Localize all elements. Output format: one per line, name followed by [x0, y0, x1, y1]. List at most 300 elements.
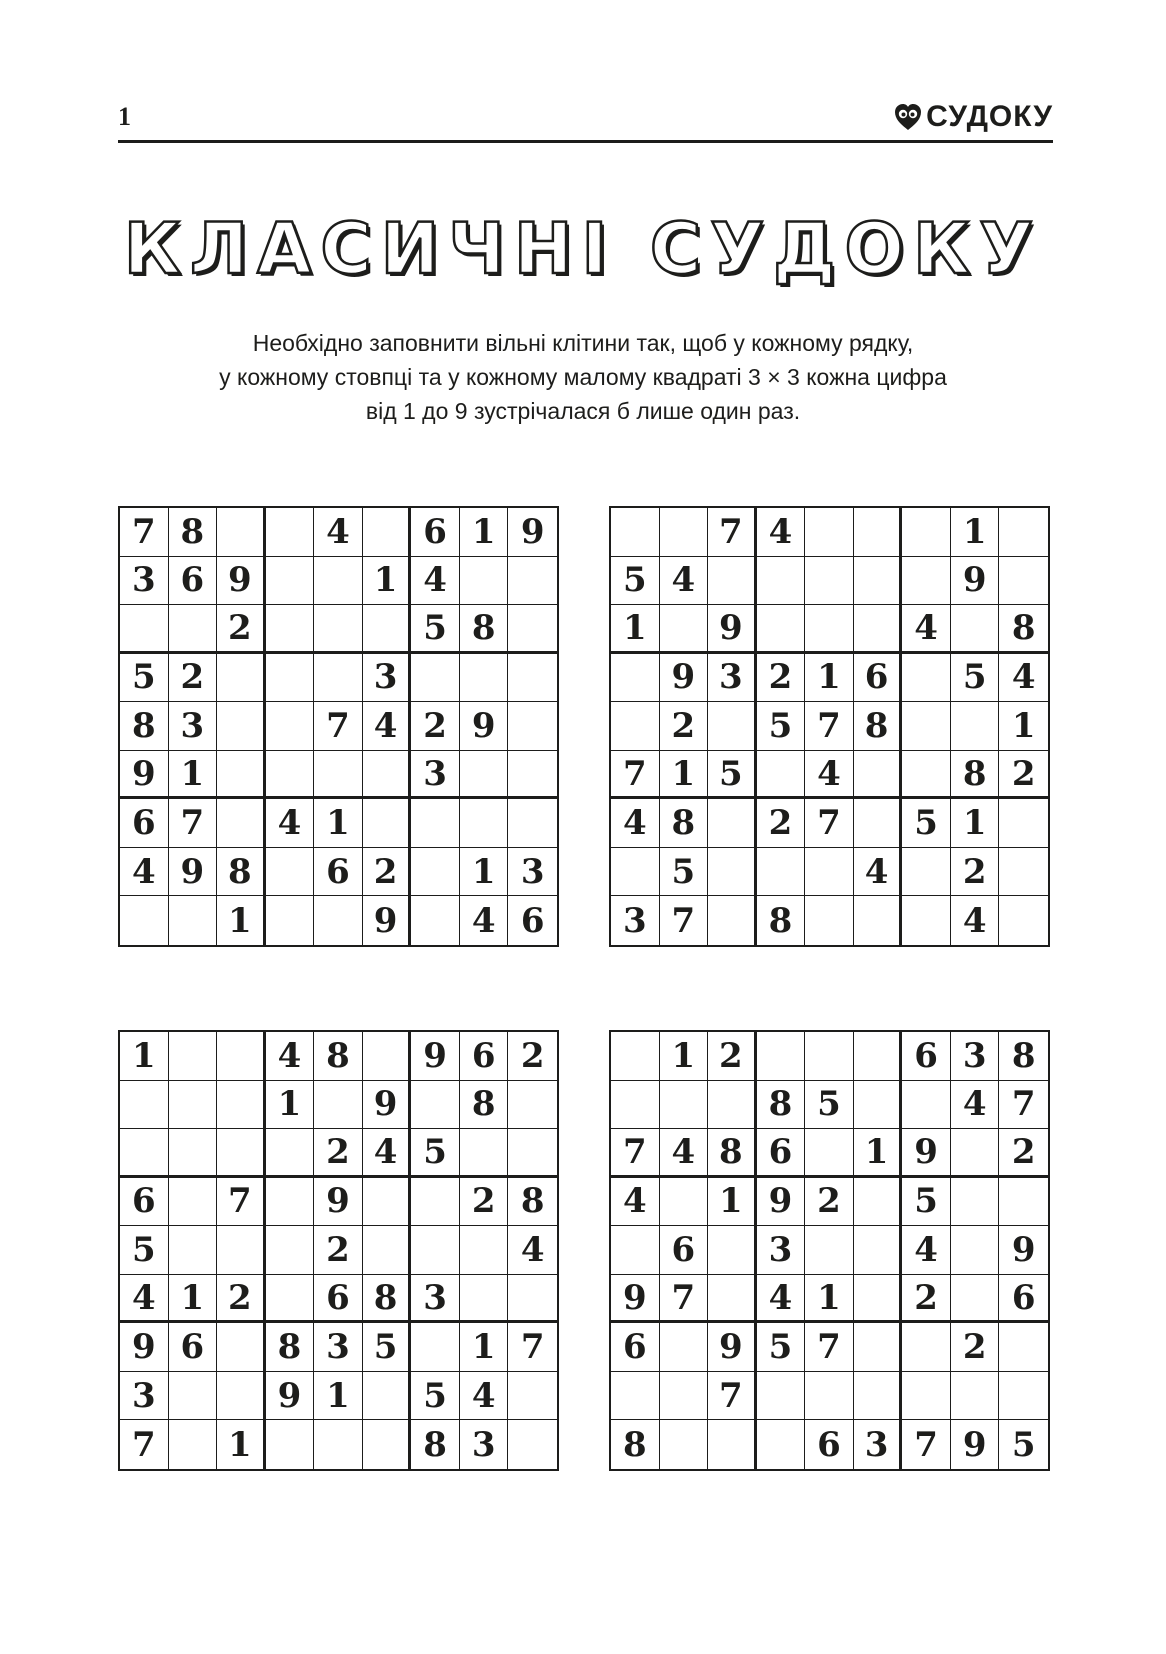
sudoku-cell: [854, 605, 903, 654]
sudoku-cell: [460, 751, 509, 800]
sudoku-cell: 4: [951, 896, 1000, 945]
sudoku-cell: [854, 1032, 903, 1081]
sudoku-cell: 1: [660, 1032, 709, 1081]
sudoku-cell: [266, 1420, 315, 1469]
sudoku-cell: [902, 896, 951, 945]
sudoku-cell: [951, 702, 1000, 751]
sudoku-cell: 4: [660, 1129, 709, 1178]
heart-owl-icon: [893, 103, 923, 131]
sudoku-cell: [611, 1372, 660, 1421]
sudoku-cell: [266, 896, 315, 945]
sudoku-cell: [854, 751, 903, 800]
sudoku-cell: 9: [951, 1420, 1000, 1469]
sudoku-cell: [951, 1275, 1000, 1324]
sudoku-cell: 9: [120, 1323, 169, 1372]
sudoku-cell: [314, 557, 363, 606]
sudoku-cell: [854, 1081, 903, 1130]
sudoku-cell: [363, 799, 412, 848]
sudoku-cell: 8: [660, 799, 709, 848]
sudoku-cell: [951, 1226, 1000, 1275]
sudoku-cell: 3: [854, 1420, 903, 1469]
sudoku-cell: 8: [999, 1032, 1048, 1081]
sudoku-cell: 8: [266, 1323, 315, 1372]
sudoku-cell: [266, 1275, 315, 1324]
sudoku-cell: [120, 1081, 169, 1130]
sudoku-cell: [266, 1178, 315, 1227]
sudoku-cell: 2: [805, 1178, 854, 1227]
sudoku-cell: [508, 799, 557, 848]
sudoku-cell: [660, 1081, 709, 1130]
sudoku-cell: 4: [411, 557, 460, 606]
sudoku-cell: [951, 1129, 1000, 1178]
sudoku-cell: 6: [314, 848, 363, 897]
sudoku-cell: [951, 1372, 1000, 1421]
sudoku-cell: 5: [411, 1372, 460, 1421]
sudoku-cell: [757, 848, 806, 897]
sudoku-cell: 3: [757, 1226, 806, 1275]
sudoku-cell: [411, 1323, 460, 1372]
sudoku-cell: 1: [460, 848, 509, 897]
sudoku-grid-3: [118, 1030, 559, 1471]
sudoku-cell: 6: [660, 1226, 709, 1275]
sudoku-cell: 5: [951, 654, 1000, 703]
sudoku-cell: [266, 605, 315, 654]
sudoku-cell: [854, 1372, 903, 1421]
sudoku-cell: 9: [508, 508, 557, 557]
sudoku-cell: [460, 799, 509, 848]
sudoku-cell: [660, 508, 709, 557]
sudoku-cell: 9: [363, 896, 412, 945]
sudoku-cell: 2: [314, 1129, 363, 1178]
sudoku-cell: [217, 799, 266, 848]
sudoku-cell: [169, 1226, 218, 1275]
instructions: [0, 326, 1166, 428]
brand-name: СУДОКУ: [926, 100, 1053, 133]
sudoku-cell: 7: [902, 1420, 951, 1469]
sudoku-cell: 7: [708, 508, 757, 557]
sudoku-cell: [951, 1178, 1000, 1227]
sudoku-cell: [902, 1372, 951, 1421]
sudoku-cell: [363, 605, 412, 654]
sudoku-cell: [854, 557, 903, 606]
sudoku-cell: [120, 896, 169, 945]
sudoku-cell: 7: [169, 799, 218, 848]
sudoku-cell: [708, 557, 757, 606]
sudoku-cell: [508, 1420, 557, 1469]
sudoku-cell: [508, 1129, 557, 1178]
sudoku-cell: 4: [660, 557, 709, 606]
sudoku-cell: [660, 1323, 709, 1372]
sudoku-cell: [805, 508, 854, 557]
sudoku-cell: 6: [411, 508, 460, 557]
sudoku-cell: [411, 1081, 460, 1130]
sudoku-cell: 6: [169, 557, 218, 606]
sudoku-cell: [460, 654, 509, 703]
sudoku-cell: [314, 751, 363, 800]
sudoku-cell: [854, 1275, 903, 1324]
sudoku-cell: [217, 1323, 266, 1372]
sudoku-cell: 6: [169, 1323, 218, 1372]
sudoku-cell: 1: [611, 605, 660, 654]
sudoku-cell: 3: [708, 654, 757, 703]
sudoku-cell: [611, 654, 660, 703]
sudoku-cell: 6: [460, 1032, 509, 1081]
instructions-line: Необхідно заповнити вільні клітини так, щоб у кожному рядку,: [252, 330, 914, 356]
sudoku-cell: [999, 1372, 1048, 1421]
sudoku-cell: [314, 654, 363, 703]
sudoku-cell: [169, 1372, 218, 1421]
sudoku-cell: [902, 557, 951, 606]
sudoku-cell: [854, 1323, 903, 1372]
sudoku-cell: [363, 1372, 412, 1421]
sudoku-cell: 5: [708, 751, 757, 800]
sudoku-cell: [508, 605, 557, 654]
sudoku-cell: 4: [363, 702, 412, 751]
sudoku-cell: 1: [660, 751, 709, 800]
sudoku-cell: [757, 605, 806, 654]
sudoku-cell: 6: [120, 1178, 169, 1227]
sudoku-cell: [805, 848, 854, 897]
sudoku-cell: [411, 1226, 460, 1275]
sudoku-cell: [660, 1420, 709, 1469]
sudoku-cell: [708, 1081, 757, 1130]
sudoku-cell: [169, 1081, 218, 1130]
sudoku-cell: 1: [266, 1081, 315, 1130]
sudoku-cell: [169, 1129, 218, 1178]
sudoku-cell: 8: [169, 508, 218, 557]
sudoku-cell: [999, 1323, 1048, 1372]
sudoku-cell: [169, 896, 218, 945]
sudoku-cell: [805, 605, 854, 654]
sudoku-cell: 5: [611, 557, 660, 606]
sudoku-cell: [411, 799, 460, 848]
sudoku-cell: [217, 1129, 266, 1178]
sudoku-cell: 2: [169, 654, 218, 703]
sudoku-cell: 9: [411, 1032, 460, 1081]
sudoku-cell: 8: [708, 1129, 757, 1178]
sudoku-cell: 4: [266, 1032, 315, 1081]
sudoku-cell: [999, 508, 1048, 557]
sudoku-cell: 1: [363, 557, 412, 606]
sudoku-cell: [757, 751, 806, 800]
sudoku-cell: 3: [120, 1372, 169, 1421]
sudoku-cell: 8: [314, 1032, 363, 1081]
sudoku-cell: 1: [169, 1275, 218, 1324]
sudoku-cell: 4: [611, 1178, 660, 1227]
sudoku-cell: [217, 1372, 266, 1421]
sudoku-cell: [411, 1178, 460, 1227]
sudoku-cell: [902, 1323, 951, 1372]
sudoku-cell: 8: [757, 896, 806, 945]
sudoku-cell: 5: [120, 654, 169, 703]
sudoku-cell: [363, 1420, 412, 1469]
sudoku-cell: 1: [217, 896, 266, 945]
instructions-line: у кожному стовпці та у кожному малому квадраті 3 × 3 кожна цифра: [219, 364, 947, 390]
sudoku-cell: 5: [411, 605, 460, 654]
sudoku-cell: [708, 702, 757, 751]
sudoku-cell: [999, 557, 1048, 606]
sudoku-cell: [611, 1081, 660, 1130]
sudoku-cell: 7: [999, 1081, 1048, 1130]
sudoku-cell: 9: [708, 605, 757, 654]
sudoku-cell: 8: [120, 702, 169, 751]
sudoku-cell: [708, 1420, 757, 1469]
sudoku-cell: [363, 751, 412, 800]
sudoku-cell: 6: [120, 799, 169, 848]
sudoku-cell: 3: [508, 848, 557, 897]
sudoku-cell: [708, 1275, 757, 1324]
sudoku-cell: 8: [611, 1420, 660, 1469]
sudoku-cell: 4: [460, 1372, 509, 1421]
sudoku-cell: 4: [120, 1275, 169, 1324]
sudoku-cell: [460, 1129, 509, 1178]
sudoku-cell: 4: [805, 751, 854, 800]
sudoku-cell: 9: [120, 751, 169, 800]
sudoku-cell: 8: [411, 1420, 460, 1469]
sudoku-cell: [999, 1178, 1048, 1227]
sudoku-cell: [854, 1226, 903, 1275]
sudoku-cell: [660, 605, 709, 654]
sudoku-cell: 1: [854, 1129, 903, 1178]
sudoku-cell: 5: [902, 1178, 951, 1227]
sudoku-grid-2: [609, 506, 1050, 947]
sudoku-cell: 4: [120, 848, 169, 897]
sudoku-cell: 7: [508, 1323, 557, 1372]
sudoku-cell: 4: [757, 1275, 806, 1324]
sudoku-cell: 7: [805, 702, 854, 751]
sudoku-cell: [708, 799, 757, 848]
sudoku-cell: 1: [314, 1372, 363, 1421]
sudoku-cell: [508, 1372, 557, 1421]
sudoku-cell: 9: [460, 702, 509, 751]
sudoku-cell: [217, 1226, 266, 1275]
sudoku-cell: 9: [169, 848, 218, 897]
sudoku-cell: 4: [951, 1081, 1000, 1130]
sudoku-cell: 2: [217, 1275, 266, 1324]
sudoku-cell: [266, 751, 315, 800]
sudoku-cell: [999, 896, 1048, 945]
sudoku-cell: 6: [999, 1275, 1048, 1324]
sudoku-cell: 2: [508, 1032, 557, 1081]
sudoku-cell: [508, 702, 557, 751]
sudoku-cell: 2: [660, 702, 709, 751]
sudoku-cell: 2: [363, 848, 412, 897]
sudoku-cell: 5: [120, 1226, 169, 1275]
sudoku-cell: 1: [169, 751, 218, 800]
sudoku-cell: [757, 1372, 806, 1421]
sudoku-cell: 2: [757, 654, 806, 703]
sudoku-cell: [266, 848, 315, 897]
sudoku-cell: 7: [120, 1420, 169, 1469]
sudoku-cell: [363, 508, 412, 557]
sudoku-cell: [757, 1032, 806, 1081]
sudoku-cell: 7: [314, 702, 363, 751]
sudoku-cell: 2: [951, 848, 1000, 897]
sudoku-cell: 4: [314, 508, 363, 557]
sudoku-cell: [460, 1226, 509, 1275]
sudoku-cell: [951, 605, 1000, 654]
sudoku-cell: 3: [314, 1323, 363, 1372]
sudoku-cell: 3: [460, 1420, 509, 1469]
page-number: 1: [118, 102, 131, 131]
sudoku-cell: 5: [757, 1323, 806, 1372]
sudoku-cell: [902, 751, 951, 800]
sudoku-cell: [611, 1032, 660, 1081]
sudoku-cell: 9: [611, 1275, 660, 1324]
sudoku-cell: 7: [708, 1372, 757, 1421]
sudoku-cell: [508, 557, 557, 606]
sudoku-cell: 9: [266, 1372, 315, 1421]
sudoku-cell: 2: [708, 1032, 757, 1081]
sudoku-cell: [757, 1420, 806, 1469]
sudoku-cell: [363, 1226, 412, 1275]
sudoku-cell: 1: [708, 1178, 757, 1227]
sudoku-cell: 6: [314, 1275, 363, 1324]
sudoku-cell: 2: [757, 799, 806, 848]
sudoku-cell: [120, 605, 169, 654]
sudoku-cell: 4: [757, 508, 806, 557]
sudoku-cell: 5: [363, 1323, 412, 1372]
sudoku-cell: 1: [314, 799, 363, 848]
sudoku-cell: 2: [314, 1226, 363, 1275]
sudoku-cell: [460, 1275, 509, 1324]
sudoku-cell: [902, 508, 951, 557]
sudoku-cell: [169, 1178, 218, 1227]
sudoku-cell: [805, 896, 854, 945]
sudoku-cell: 4: [999, 654, 1048, 703]
sudoku-cell: [266, 1226, 315, 1275]
sudoku-cell: 3: [411, 751, 460, 800]
sudoku-cell: 4: [508, 1226, 557, 1275]
sudoku-cell: [217, 508, 266, 557]
sudoku-cell: [854, 896, 903, 945]
sudoku-cell: [611, 702, 660, 751]
sudoku-cell: 1: [999, 702, 1048, 751]
sudoku-cell: 8: [757, 1081, 806, 1130]
sudoku-cell: [411, 654, 460, 703]
sudoku-cell: [363, 1032, 412, 1081]
sudoku-cell: [217, 1081, 266, 1130]
sudoku-cell: 8: [508, 1178, 557, 1227]
sudoku-grid-4: [609, 1030, 1050, 1471]
sudoku-cell: [266, 654, 315, 703]
sudoku-cell: [611, 1226, 660, 1275]
sudoku-cell: 3: [120, 557, 169, 606]
sudoku-cell: 3: [363, 654, 412, 703]
sudoku-cell: [266, 508, 315, 557]
sudoku-cell: 8: [217, 848, 266, 897]
sudoku-cell: 9: [757, 1178, 806, 1227]
sudoku-cell: [314, 896, 363, 945]
sudoku-cell: 1: [805, 654, 854, 703]
sudoku-cell: 2: [951, 1323, 1000, 1372]
sudoku-cell: [805, 1226, 854, 1275]
sudoku-cell: [363, 1178, 412, 1227]
sudoku-cell: [708, 848, 757, 897]
sudoku-cell: 8: [460, 1081, 509, 1130]
sudoku-cell: [460, 557, 509, 606]
sudoku-cell: [217, 702, 266, 751]
sudoku-cell: 7: [611, 751, 660, 800]
sudoku-cell: 9: [708, 1323, 757, 1372]
sudoku-cell: 4: [611, 799, 660, 848]
sudoku-cell: [314, 1420, 363, 1469]
sudoku-cell: [805, 1129, 854, 1178]
sudoku-cell: 5: [757, 702, 806, 751]
sudoku-cell: [314, 1081, 363, 1130]
sudoku-cell: [708, 896, 757, 945]
page-title: КЛАСИЧНІ СУДОКУ: [123, 208, 1043, 290]
sudoku-cell: [902, 1081, 951, 1130]
sudoku-cell: [508, 1081, 557, 1130]
sudoku-cell: 2: [902, 1275, 951, 1324]
sudoku-cell: 6: [854, 654, 903, 703]
sudoku-cell: [411, 896, 460, 945]
sudoku-cell: [854, 799, 903, 848]
sudoku-cell: 3: [951, 1032, 1000, 1081]
sudoku-cell: [508, 1275, 557, 1324]
sudoku-cell: 1: [460, 508, 509, 557]
sudoku-cell: 5: [902, 799, 951, 848]
sudoku-cell: 2: [999, 751, 1048, 800]
sudoku-cell: 7: [805, 1323, 854, 1372]
sudoku-cell: 6: [757, 1129, 806, 1178]
sudoku-cell: 4: [363, 1129, 412, 1178]
sudoku-cell: [120, 1129, 169, 1178]
sudoku-grid-1: [118, 506, 559, 947]
header-divider: [118, 140, 1053, 143]
instructions-line: від 1 до 9 зустрічалася б лише один раз.: [365, 398, 801, 424]
sudoku-cell: 9: [951, 557, 1000, 606]
sudoku-cell: 4: [902, 605, 951, 654]
sudoku-cell: 5: [805, 1081, 854, 1130]
sudoku-cell: 9: [902, 1129, 951, 1178]
sudoku-cell: [508, 654, 557, 703]
sudoku-cell: 9: [363, 1081, 412, 1130]
sudoku-cell: [217, 751, 266, 800]
sudoku-cell: 8: [854, 702, 903, 751]
sudoku-cell: [169, 605, 218, 654]
sudoku-cell: 4: [854, 848, 903, 897]
sudoku-cell: [266, 557, 315, 606]
sudoku-cell: 1: [217, 1420, 266, 1469]
sudoku-cell: [805, 1032, 854, 1081]
sudoku-cell: 4: [902, 1226, 951, 1275]
sudoku-cell: 1: [951, 799, 1000, 848]
sudoku-cell: [611, 848, 660, 897]
sudoku-cell: [508, 751, 557, 800]
sudoku-cell: 6: [611, 1323, 660, 1372]
sudoku-cell: 8: [951, 751, 1000, 800]
sudoku-cell: [169, 1032, 218, 1081]
sudoku-cell: 9: [660, 654, 709, 703]
sudoku-cell: [660, 1178, 709, 1227]
sudoku-cell: 2: [411, 702, 460, 751]
sudoku-cell: 2: [217, 605, 266, 654]
sudoku-cell: [805, 557, 854, 606]
sudoku-cell: [266, 702, 315, 751]
sudoku-cell: 2: [999, 1129, 1048, 1178]
sudoku-cell: [611, 508, 660, 557]
sudoku-cell: 2: [460, 1178, 509, 1227]
sudoku-cell: [757, 557, 806, 606]
sudoku-cell: 7: [120, 508, 169, 557]
sudoku-cell: [854, 508, 903, 557]
sudoku-cell: [411, 848, 460, 897]
sudoku-cell: 1: [460, 1323, 509, 1372]
sudoku-cell: 3: [411, 1275, 460, 1324]
sudoku-cell: [805, 1372, 854, 1421]
